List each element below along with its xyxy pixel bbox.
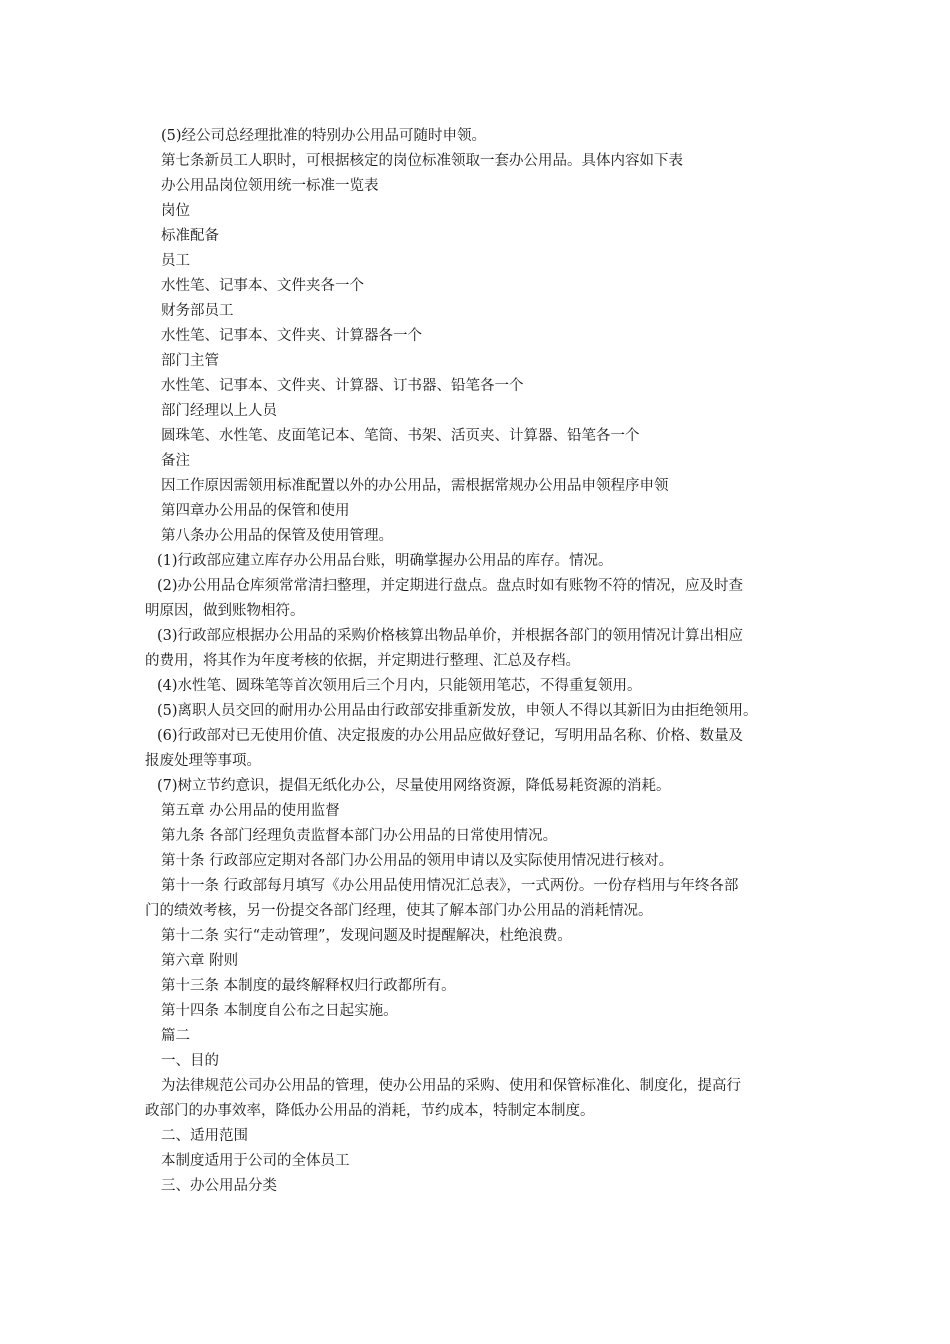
clause-line: (1)行政部应建立库存办公用品台账，明确掌握办公用品的库存。情况。	[157, 553, 613, 569]
clause-line-continued: 的费用，将其作为年度考核的依据，并定期进行整理、汇总及存档。	[145, 653, 580, 669]
clause-line: (6)行政部对已无使用价值、决定报废的办公用品应做好登记，写明用品名称、价格、数量及	[157, 728, 744, 744]
clause-line: (2)办公用品仓库须常常清扫整理，并定期进行盘点。盘点时如有账物不符的情况，应及时查	[157, 578, 744, 594]
table-header-standard: 标准配备	[161, 228, 219, 244]
table-header-position: 岗位	[161, 203, 190, 219]
table-title: 办公用品岗位领用统一标准一览表	[161, 178, 379, 194]
paragraph-line: 为法律规范公司办公用品的管理，使办公用品的采购、使用和保管标准化、制度化，提高行	[161, 1078, 741, 1094]
clause-line: (4)水性笔、圆珠笔等首次领用后三个月内，只能领用笔芯，不得重复领用。	[157, 678, 642, 694]
part-heading: 篇二	[161, 1028, 190, 1044]
chapter-heading: 第六章 附则	[161, 953, 239, 969]
table-cell-items: 圆珠笔、水性笔、皮面笔记本、笔筒、书架、活页夹、计算器、铅笔各一个	[161, 428, 640, 444]
section-heading: 二、适用范围	[161, 1128, 248, 1144]
table-cell-items: 水性笔、记事本、文件夹、计算器、订书器、铅笔各一个	[161, 378, 524, 394]
table-cell-items: 水性笔、记事本、文件夹、计算器各一个	[161, 328, 422, 344]
table-cell-role: 员工	[161, 253, 190, 269]
clause-line: (7)树立节约意识，提倡无纸化办公，尽量使用网络资源，降低易耗资源的消耗。	[157, 778, 671, 794]
clause-line: (3)行政部应根据办公用品的采购价格核算出物品单价，并根据各部门的领用情况计算出相应	[157, 628, 744, 644]
article-line: 第八条办公用品的保管及使用管理。	[161, 528, 393, 544]
paragraph-line-continued: 政部门的办事效率，降低办公用品的消耗，节约成本，特制定本制度。	[145, 1103, 595, 1119]
chapter-heading: 第四章办公用品的保管和使用	[161, 503, 350, 519]
paragraph-line: 本制度适用于公司的全体员工	[161, 1153, 350, 1169]
table-cell-role: 财务部员工	[161, 303, 234, 319]
clause-line: (5)离职人员交回的耐用办公用品由行政部安排重新发放，申领人不得以其新旧为由拒绝领用。	[157, 703, 758, 719]
article-line: 第十条 行政部应定期对各部门办公用品的领用申请以及实际使用情况进行核对。	[161, 853, 674, 869]
table-cell-note-label: 备注	[161, 453, 190, 469]
section-heading: 三、办公用品分类	[161, 1178, 277, 1194]
article-line-continued: 门的绩效考核，另一份提交各部门经理，使其了解本部门办公用品的消耗情况。	[145, 903, 653, 919]
text-line: (5)经公司总经理批准的特别办公用品可随时申领。	[161, 128, 487, 144]
article-line: 第十三条 本制度的最终解释权归行政都所有。	[161, 978, 456, 994]
clause-line-continued: 报废处理等事项。	[145, 753, 261, 769]
text-line: 第七条新员工人职时，可根据核定的岗位标准领取一套办公用品。具体内容如下表	[161, 153, 683, 169]
table-cell-role: 部门主管	[161, 353, 219, 369]
article-line: 第九条 各部门经理负责监督本部门办公用品的日常使用情况。	[161, 828, 558, 844]
article-line: 第十四条 本制度自公布之日起实施。	[161, 1003, 398, 1019]
table-cell-role: 部门经理以上人员	[161, 403, 277, 419]
clause-line-continued: 明原因，做到账物相符。	[145, 603, 305, 619]
table-cell-items: 水性笔、记事本、文件夹各一个	[161, 278, 364, 294]
chapter-heading: 第五章 办公用品的使用监督	[161, 803, 340, 819]
document-page	[0, 124, 950, 1199]
section-heading: 一、目的	[161, 1053, 219, 1069]
table-cell-note: 因工作原因需领用标准配置以外的办公用品，需根据常规办公用品申领程序申领	[161, 478, 669, 494]
article-line: 第十一条 行政部每月填写《办公用品使用情况汇总表》，一式两份。一份存档用与年终各部	[161, 878, 739, 894]
article-line: 第十二条 实行“走动管理”，发现问题及时提醒解决，杜绝浪费。	[161, 928, 572, 944]
